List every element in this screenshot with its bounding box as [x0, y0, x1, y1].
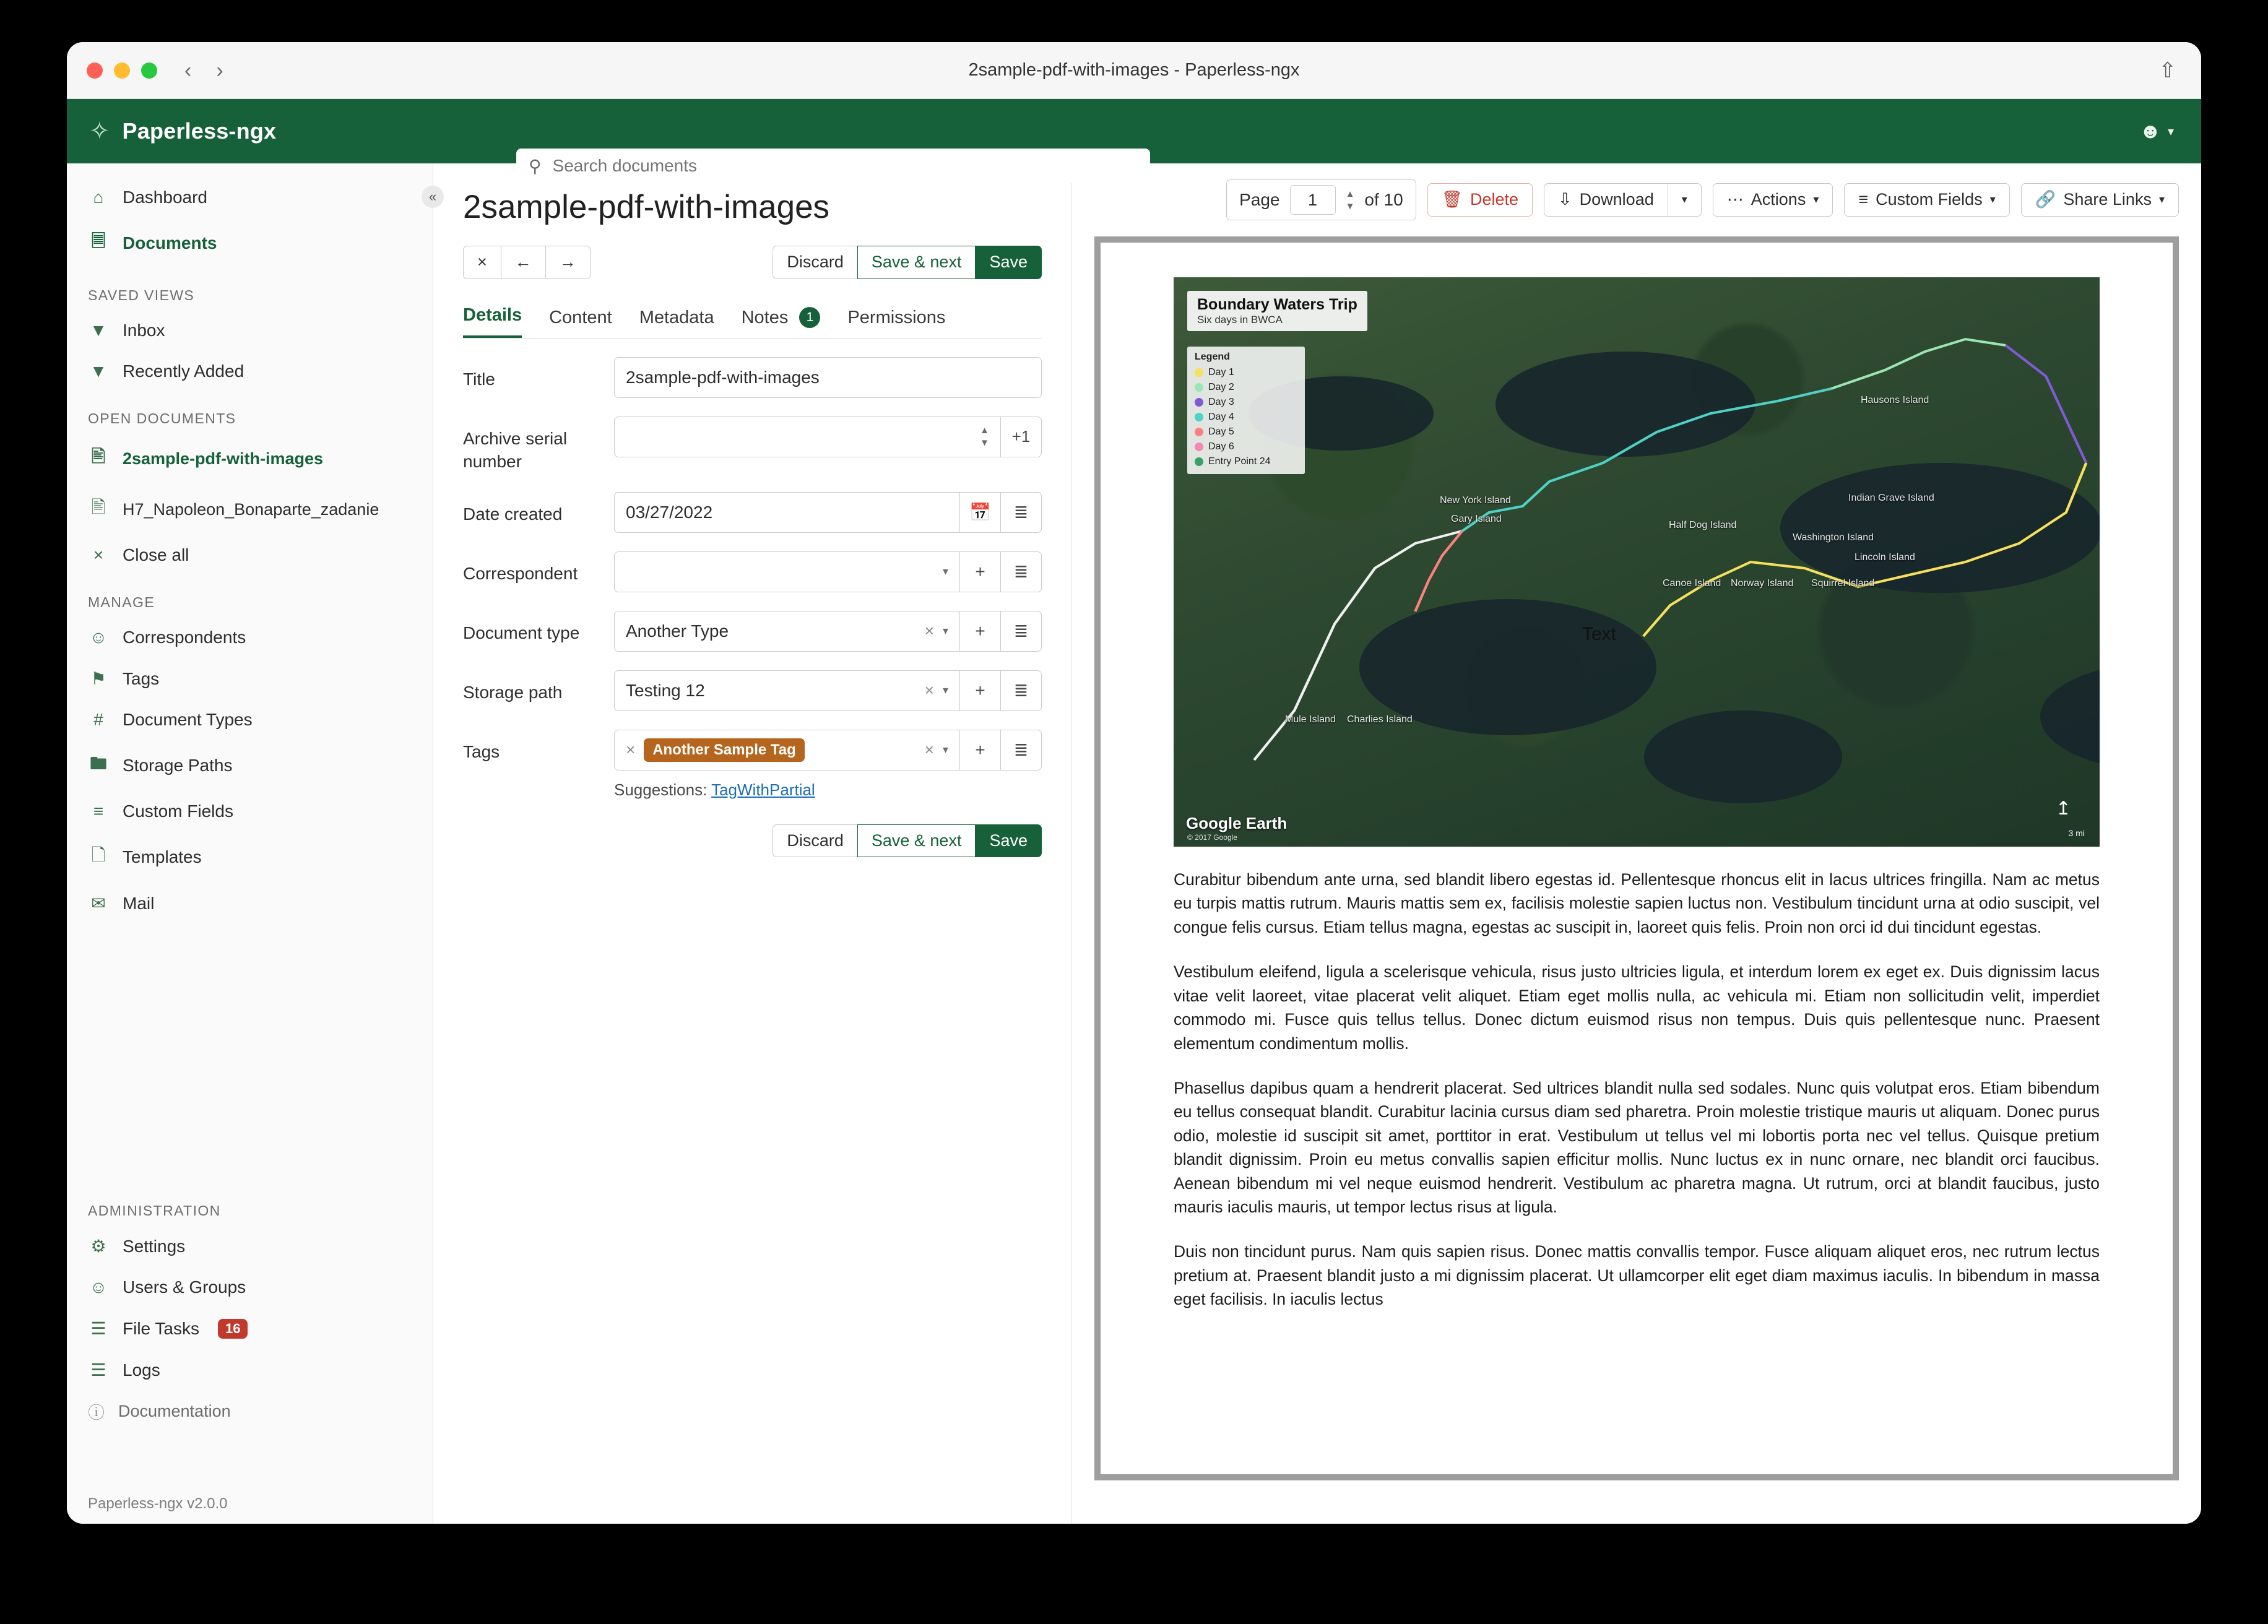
legend-item: Day 5 [1208, 426, 1234, 437]
tab-content[interactable] [549, 308, 612, 338]
close-document-button[interactable] [463, 246, 501, 279]
sidebar-item-label: Documents [123, 233, 217, 253]
document-icon: 🖹 [91, 498, 106, 517]
storage-path-select[interactable] [614, 670, 960, 711]
download-options-button[interactable] [1668, 183, 1702, 217]
tags-select[interactable] [614, 730, 960, 771]
storage-path-label: Storage path [463, 682, 563, 702]
gear-icon: ⚙ [90, 1237, 106, 1256]
trash-icon: 🗑 [1441, 190, 1463, 209]
add-document-type-button[interactable]: + [960, 611, 1001, 652]
paragraph: Duis non tincidunt purus. Nam quis sapien risus. Donec mattis convallis tempor. Fusce aliquam aliquet eros, nec rutrum lectus pretium at. Praesent blandit justo a mi dignissim placerat. Ut ullamcorper elit eget diam maximus iaculis. In bibendum in massa eget facilisis. In iaculis lectus [1174, 1242, 2100, 1309]
date-created-input[interactable] [614, 492, 960, 533]
page-navigator[interactable] [1226, 179, 1416, 220]
map-label: Canoe Island [1663, 578, 1721, 589]
map-label: Lincoln Island [1855, 552, 1915, 563]
legend-item: Day 1 [1208, 367, 1234, 378]
notes-count-badge: 1 [799, 307, 820, 328]
sidebar-collapse-button[interactable]: « [422, 186, 444, 208]
caret-down-icon: ▾ [942, 743, 948, 756]
tab-permissions[interactable] [847, 308, 945, 338]
arrow-right-icon: → [559, 253, 576, 271]
caret-down-icon: ▾ [1813, 193, 1819, 206]
sidebar-item-logs[interactable] [67, 1349, 433, 1391]
sidebar-item-users-groups[interactable] [67, 1267, 433, 1308]
envelope-icon: ✉ [91, 894, 106, 913]
save-button-top[interactable]: Save [975, 246, 1042, 279]
field-date-created [463, 492, 1042, 533]
tab-label: Notes [741, 307, 789, 327]
window-titlebar [67, 42, 2201, 99]
paragraph: Vestibulum eleifend, ligula a scelerisque vehicula, risus justo ultricies ligula, et interdum lorem ex eget ex. Duis dignissim lacus vitae velit laoreet, vitae placerat velit aliquet. Etiam eget mollis nulla, ac vehicula mi. Etiam non sollicitudin velit, imperdiet commodo mi. Fusce quis tellus tellus. Donec dictum euismod risus non tempus. Duis quis pellentesque nunc. Praesent elementum condimentum mollis. [1174, 962, 2100, 1053]
document-type-label: Document type [463, 623, 580, 642]
save-group-top[interactable] [773, 246, 1042, 279]
sidebar-item-label: Document Types [123, 710, 253, 729]
legend-title: Legend [1195, 352, 1230, 362]
tab-label: Content [549, 307, 612, 327]
folder-icon: 🖿 [89, 754, 107, 773]
legend-item: Day 2 [1208, 382, 1234, 392]
search-icon: ⚲ [529, 156, 542, 176]
dots-icon: ⋯ [1726, 190, 1744, 209]
close-icon: × [477, 253, 487, 271]
sidebar-item-label: Settings [123, 1236, 186, 1256]
title-value: 2sample-pdf-with-images [626, 367, 820, 387]
template-icon: 🗋 [91, 845, 106, 865]
sidebar-item-label: Mail [123, 893, 155, 913]
list-task-icon: ☰ [90, 1319, 106, 1338]
sidebar-item-label: Documentation [118, 1402, 231, 1420]
discard-button-bottom[interactable]: Discard [773, 824, 858, 858]
edit-toolbar [463, 246, 1042, 279]
funnel-icon: ▼ [90, 321, 107, 340]
home-icon: ⌂ [93, 188, 104, 207]
sidebar-item-label: Close all [123, 545, 189, 564]
correspondent-select[interactable] [614, 551, 960, 592]
field-tags [463, 730, 1042, 771]
document-type-select[interactable] [614, 611, 960, 652]
sidebar-item-documentation[interactable] [67, 1391, 433, 1432]
tab-label: Permissions [847, 307, 946, 327]
clear-document-type-icon[interactable]: × [924, 621, 934, 641]
search-input[interactable] [552, 155, 1138, 176]
sidebar-item-dashboard[interactable] [67, 177, 433, 218]
page-total: of 10 [1364, 190, 1403, 209]
sidebar-item-label: Storage Paths [123, 756, 233, 775]
sidebar-item-label: Correspondents [123, 628, 246, 647]
sidebar-item-label: 2sample-pdf-with-images [123, 449, 324, 468]
caret-down-icon: ▾ [2158, 193, 2165, 206]
pdf-viewer[interactable] [1094, 236, 2179, 1480]
sidebar-item-label: Custom Fields [123, 801, 233, 821]
page-input[interactable]: 1 [1290, 185, 1336, 215]
google-earth-watermark: Google Earth [1186, 814, 1288, 832]
filter-correspondent-button[interactable]: ≣ [1001, 551, 1042, 592]
custom-fields-label: Custom Fields [1876, 190, 1983, 209]
add-storage-path-button[interactable]: + [960, 670, 1001, 711]
info-circle-icon: ⓘ [88, 1404, 105, 1422]
add-correspondent-button[interactable]: + [960, 551, 1001, 592]
legend-item: Day 3 [1208, 397, 1234, 407]
map-legend [1187, 347, 1305, 474]
edit-tabs[interactable] [463, 305, 1042, 339]
sidebar-item-label: Inbox [123, 321, 165, 340]
save-and-next-button-bottom[interactable]: Save & next [857, 824, 976, 858]
field-archive-serial-number [463, 417, 1042, 473]
next-document-button[interactable] [545, 246, 591, 279]
map-label: Washington Island [1793, 532, 1874, 543]
map-label: Mule Island [1285, 714, 1336, 725]
north-arrow-icon: ↥ [2055, 798, 2071, 819]
tab-notes[interactable] [742, 307, 821, 338]
previous-document-button[interactable] [501, 246, 546, 279]
arrow-left-icon: ← [514, 253, 532, 271]
sidebar-item-custom-fields[interactable] [67, 791, 433, 832]
map-overlay-text: Text [1582, 624, 1617, 644]
document-type-value: Another Type [626, 621, 729, 641]
pdf-page [1101, 243, 2173, 1474]
sliders-icon: ≡ [93, 801, 104, 821]
storage-path-value: Testing 12 [626, 680, 705, 700]
sidebar-item-document-types[interactable] [67, 699, 433, 740]
sidebar-item-label: Logs [123, 1360, 160, 1380]
document-edit-pane [433, 163, 1072, 1524]
sidebar-item-settings[interactable] [67, 1225, 433, 1267]
asn-suggest-next-button[interactable]: +1 [1001, 417, 1042, 457]
sidebar-open-doc-2[interactable] [67, 484, 433, 535]
field-document-type [463, 611, 1042, 652]
field-storage-path [463, 670, 1042, 711]
map-image [1174, 277, 2100, 847]
page-label: Page [1239, 190, 1280, 209]
sidebar-item-label: Recently Added [123, 361, 245, 381]
sidebar-heading-administration: ADMINISTRATION [88, 1203, 221, 1219]
suggestion-link[interactable]: TagWithPartial [711, 780, 815, 799]
sidebar-open-doc-1[interactable] [67, 433, 433, 484]
forward-icon[interactable]: › [216, 58, 223, 82]
map-label: Hausons Island [1861, 395, 1929, 405]
leaf-icon: ✧ [89, 118, 110, 145]
share-icon[interactable]: ⇧ [2158, 58, 2176, 82]
suggestions-label: Suggestions: [614, 780, 708, 799]
caret-down-icon: ▾ [1989, 193, 1996, 206]
download-group[interactable] [1544, 183, 1702, 217]
caret-down-icon: ▾ [942, 624, 948, 637]
save-and-next-button-top[interactable]: Save & next [857, 246, 976, 279]
map-title: Boundary Waters Trip [1197, 296, 1357, 313]
user-menu[interactable] [2139, 119, 2174, 144]
map-title-box [1187, 291, 1367, 331]
clear-storage-path-icon[interactable]: × [924, 681, 934, 700]
sidebar-item-mail[interactable] [67, 883, 433, 924]
search-bar[interactable] [516, 149, 1150, 183]
map-label: Norway Island [1731, 578, 1794, 589]
asn-label: Archive serial number [463, 428, 568, 471]
sliders-icon: ≡ [1858, 190, 1869, 209]
caret-down-icon: ▾ [942, 565, 948, 578]
date-created-value: 03/27/2022 [626, 502, 713, 522]
caret-down-icon: ▾ [1681, 193, 1687, 206]
clear-tags-icon[interactable]: × [924, 740, 934, 759]
file-stack-icon: 🗏 [91, 231, 106, 251]
map-label: New York Island [1440, 495, 1511, 506]
download-icon: ⇩ [1558, 190, 1572, 209]
filter-tags-button[interactable]: ≣ [1001, 730, 1042, 771]
sidebar-item-label: Users & Groups [123, 1277, 246, 1297]
document-preview-pane [1072, 163, 2201, 1524]
sidebar-heading-manage: MANAGE [88, 594, 155, 610]
legend-item: Day 4 [1208, 412, 1234, 422]
funnel-icon: ▼ [90, 361, 107, 381]
filter-storage-path-button[interactable]: ≣ [1001, 670, 1042, 711]
sidebar-item-templates[interactable] [67, 832, 433, 883]
actions-label: Actions [1751, 190, 1806, 209]
field-title [463, 357, 1042, 398]
sidebar-item-label: Dashboard [123, 188, 207, 207]
brand-name: Paperless-ngx [122, 118, 277, 144]
link-icon: 🔗 [2035, 190, 2056, 209]
filter-icon[interactable]: ≣ [1001, 492, 1042, 533]
download-label: Download [1579, 190, 1654, 209]
sidebar [67, 163, 437, 1524]
sidebar-item-label: H7_Napoleon_Bonaparte_zadanie [123, 499, 379, 519]
brand[interactable] [89, 117, 276, 145]
download-button[interactable] [1544, 183, 1668, 217]
map-label: Squirrel Island [1811, 578, 1875, 589]
sidebar-close-all[interactable] [67, 535, 433, 576]
sidebar-item-recently-added[interactable] [67, 351, 433, 392]
correspondent-label: Correspondent [463, 563, 578, 583]
tab-metadata[interactable] [639, 308, 714, 338]
paragraph: Curabitur bibendum ante urna, sed blandit libero egestas id. Pellentesque rhoncus elit in lacus ultrices fringilla. Nam ac metus eu turpis mattis rutrum. Mauris mattis sem ex, facilisis molestie sapien luctus non. Vestibulum tincidunt urna at odio suscipit, vel congue felis cursus. Etiam tellus magna, egestas ac suscipit in, laoreet quis felis. Proin non orci id dui tincidunt egestas. [1174, 870, 2100, 936]
share-links-button[interactable] [2021, 183, 2179, 217]
legend-item: Entry Point 24 [1208, 456, 1271, 467]
sidebar-item-label: Templates [123, 847, 202, 866]
page-title: 2sample-pdf-with-images [463, 189, 830, 225]
sidebar-heading-saved-views: SAVED VIEWS [88, 287, 195, 303]
sidebar-item-correspondents[interactable] [67, 617, 433, 658]
delete-label: Delete [1469, 190, 1519, 209]
sidebar-item-tags[interactable] [67, 658, 433, 699]
map-label: Indian Grave Island [1848, 493, 1934, 503]
tab-label: Metadata [639, 307, 714, 327]
map-scale: 3 mi [2068, 828, 2085, 838]
map-subtitle: Six days in BWCA [1197, 314, 1283, 326]
delete-button[interactable] [1427, 183, 1533, 217]
sidebar-item-file-tasks[interactable] [67, 1308, 433, 1349]
paragraph: Phasellus dapibus quam a hendrerit placerat. Sed ultrices blandit nulla sed sodales. Nunc quis volutpat eros. Etiam bibendum eu tellus consequat blandit. Curabitur lacinia cursus diam sed pharetra. Proin molestie tristique mauris ut aliquam. Donec purus odio, molestie id suscipit sit amet, porttitor in erat. Vestibulum ut tellus vel mi lobortis porta nec vel tellus. Quisque pretium blandit dignissim. Proin eu metus convallis sapien efficitur mollis. Nunc luctus ex in nunc ornare, nec blandit orci faucibus. Aenean bibendum mi vel neque euismod hendrerit. Vestibulum ac pharetra magna. Ut rutrum, orci at blandit faucibus, justo mauris iaculis mauris, ut tempor lectus risus at ligula. [1174, 1078, 2100, 1217]
people-icon: ☺ [89, 1277, 108, 1297]
add-tag-button[interactable]: + [960, 730, 1001, 771]
tab-label: Details [463, 304, 522, 325]
asn-stepper[interactable]: ▲ ▼ [980, 425, 989, 449]
app-body [67, 163, 2201, 1524]
sidebar-item-inbox[interactable] [67, 310, 433, 351]
map-credit: © 2017 Google [1187, 833, 1237, 842]
document-icon: 🖹 [91, 447, 106, 466]
calendar-icon[interactable]: 📅 [960, 492, 1001, 533]
sidebar-item-label: File Tasks [123, 1318, 199, 1338]
back-icon[interactable]: ‹ [184, 58, 192, 82]
window-title: 2sample-pdf-with-images - Paperless-ngx [968, 60, 1300, 80]
map-label: Gary Island [1451, 514, 1502, 524]
tags-label: Tags [463, 741, 500, 761]
sidebar-heading-open-documents: OPEN DOCUMENTS [88, 410, 236, 426]
page-stepper[interactable]: ▲ ▼ [1345, 188, 1355, 212]
map-label: Half Dog Island [1669, 520, 1737, 530]
title-input[interactable] [614, 357, 1042, 398]
tag-icon: ⚑ [90, 669, 106, 688]
actions-button[interactable] [1713, 183, 1833, 217]
close-icon: × [93, 545, 104, 564]
log-icon: ☰ [90, 1360, 106, 1380]
sidebar-item-storage-paths[interactable] [67, 740, 433, 791]
caret-down-icon: ▾ [942, 684, 948, 697]
person-icon: ☺ [89, 628, 108, 647]
tag-chip[interactable]: Another Sample Tag [644, 738, 805, 762]
asn-input[interactable] [614, 417, 1001, 457]
doc-nav-group[interactable] [463, 246, 591, 279]
date-created-label: Date created [463, 504, 563, 524]
preview-toolbar [1094, 179, 2179, 220]
title-label: Title [463, 369, 495, 389]
user-circle-icon: ☻ [2139, 119, 2162, 143]
route-overlay [1174, 277, 2100, 847]
sidebar-item-label: Tags [123, 668, 160, 688]
discard-button-top[interactable]: Discard [773, 246, 858, 279]
legend-item: Day 6 [1208, 441, 1234, 452]
caret-down-icon: ▾ [2167, 124, 2174, 139]
save-group-bottom[interactable] [773, 824, 1042, 858]
file-tasks-badge: 16 [218, 1319, 248, 1339]
custom-fields-button[interactable] [1844, 183, 2009, 217]
share-links-label: Share Links [2063, 190, 2152, 209]
hash-icon: # [93, 710, 103, 729]
tab-details[interactable] [463, 305, 522, 338]
version-label: Paperless-ngx v2.0.0 [88, 1495, 228, 1512]
tag-suggestions [614, 780, 1042, 800]
field-correspondent [463, 551, 1042, 592]
map-label: Charlies Island [1347, 714, 1413, 725]
save-button-bottom[interactable]: Save [975, 824, 1042, 858]
sidebar-item-documents[interactable] [67, 218, 433, 269]
remove-tag-icon[interactable]: × [626, 740, 636, 759]
filter-document-type-button[interactable]: ≣ [1001, 611, 1042, 652]
browser-window [67, 42, 2201, 1524]
